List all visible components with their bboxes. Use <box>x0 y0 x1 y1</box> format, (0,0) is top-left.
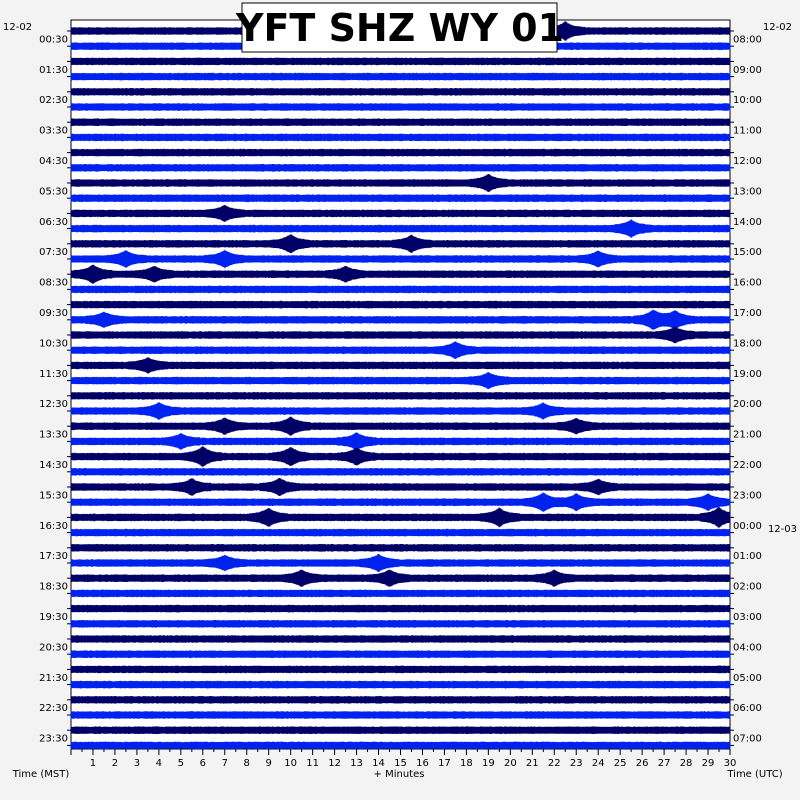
x-tick-label: 1 <box>89 758 97 769</box>
x-tick-label: 3 <box>133 758 141 769</box>
right-time-label: 18:00 <box>733 338 762 350</box>
x-tick-label: 13 <box>350 758 363 769</box>
left-time-label: 08:30 <box>39 277 68 289</box>
trace-line <box>71 392 730 400</box>
x-tick-label: 7 <box>221 758 228 769</box>
trace-line <box>71 194 730 202</box>
trace-line <box>71 88 730 96</box>
left-time-label: 10:30 <box>39 338 68 350</box>
right-time-label: 10:00 <box>733 95 762 107</box>
right-date-label: 12-02 <box>762 22 792 33</box>
x-tick-label: 24 <box>591 758 605 769</box>
trace-line <box>71 696 730 704</box>
trace-line <box>71 58 730 66</box>
x-tick-label: 29 <box>701 758 715 769</box>
x-tick-label: 16 <box>416 758 429 769</box>
trace-line <box>71 681 730 689</box>
left-time-label: 07:30 <box>39 247 68 259</box>
trace-line <box>71 605 730 613</box>
trace-line <box>71 590 730 598</box>
right-time-label: 16:00 <box>733 277 762 289</box>
left-time-label: 05:30 <box>39 186 68 198</box>
right-time-label: 19:00 <box>733 368 762 380</box>
right-time-label: 11:00 <box>733 125 762 137</box>
trace-line <box>71 650 730 658</box>
right-time-label: 20:00 <box>733 399 762 411</box>
x-tick-label: 27 <box>657 758 671 769</box>
left-time-label: 00:30 <box>39 34 68 46</box>
trace-line <box>71 544 730 552</box>
trace-line <box>71 666 730 674</box>
right-time-label: 01:00 <box>733 551 762 563</box>
right-time-label: 05:00 <box>733 672 762 684</box>
trace-line <box>71 742 730 750</box>
right-time-label: 14:00 <box>733 216 762 228</box>
trace-line <box>71 635 730 643</box>
left-time-label: 02:30 <box>39 95 68 107</box>
right-time-label: 03:00 <box>733 612 762 623</box>
left-date-label: 12-02 <box>3 22 33 33</box>
left-time-label: 09:30 <box>39 308 68 319</box>
right-time-label: 17:00 <box>733 308 762 319</box>
x-tick-label: 26 <box>635 758 649 769</box>
right-time-label: 15:00 <box>733 247 762 259</box>
x-tick-label: 14 <box>372 758 385 769</box>
trace-line <box>71 134 730 142</box>
x-tick-label: 11 <box>306 758 320 769</box>
trace-line <box>71 620 730 628</box>
trace-line <box>71 164 730 172</box>
left-time-label: 21:30 <box>39 672 68 684</box>
x-tick-label: 22 <box>547 758 561 769</box>
x-tick-label: 6 <box>199 758 206 769</box>
x-tick-label: 2 <box>111 758 119 769</box>
x-tick-label: 5 <box>177 758 185 769</box>
trace-line <box>71 73 730 81</box>
left-time-label: 14:30 <box>39 460 68 471</box>
left-time-label: 23:30 <box>39 733 68 745</box>
left-time-label: 19:30 <box>39 612 68 623</box>
x-axis-label: + Minutes <box>373 769 425 780</box>
left-time-label: 22:30 <box>39 703 68 715</box>
left-time-label: 13:30 <box>39 429 68 441</box>
left-time-label: 06:30 <box>39 216 68 228</box>
x-tick-label: 17 <box>438 758 451 769</box>
trace-line <box>71 118 730 126</box>
left-time-label: 01:30 <box>39 64 68 76</box>
trace-line <box>71 711 730 719</box>
chart-title: YFT SHZ WY 01 <box>235 6 565 50</box>
left-time-label: 11:30 <box>39 368 68 380</box>
right-time-label: 04:00 <box>733 642 762 654</box>
left-time-label: 15:30 <box>39 490 68 502</box>
right-time-label: 09:00 <box>733 64 762 76</box>
right-time-label: 22:00 <box>733 460 762 471</box>
right-time-label: 08:00 <box>733 34 762 46</box>
trace-line <box>71 301 730 309</box>
x-tick-label: 10 <box>284 758 298 769</box>
left-time-label: 17:30 <box>39 551 68 563</box>
x-tick-label: 30 <box>723 758 737 769</box>
left-time-label: 04:30 <box>39 156 68 167</box>
x-tick-label: 19 <box>481 758 495 769</box>
x-tick-label: 20 <box>503 758 517 769</box>
y-axis-label-right: Time (UTC) <box>727 769 783 780</box>
x-tick-label: 15 <box>394 758 407 769</box>
left-time-label: 20:30 <box>39 642 68 654</box>
right-time-label: 07:00 <box>733 733 762 745</box>
trace-line <box>71 726 730 734</box>
right-time-label: 23:00 <box>733 490 762 502</box>
right-time-label: 21:00 <box>733 429 762 441</box>
x-tick-label: 21 <box>525 758 539 769</box>
right-time-label: 13:00 <box>733 186 762 198</box>
trace-line <box>71 468 730 476</box>
right-time-label: 06:00 <box>733 703 762 715</box>
x-tick-label: 18 <box>460 758 473 769</box>
trace-line <box>71 286 730 294</box>
right-time-label: 00:00 <box>733 520 762 532</box>
left-time-label: 03:30 <box>39 125 68 137</box>
left-time-label: 12:30 <box>39 399 68 411</box>
x-tick-label: 12 <box>328 758 341 769</box>
x-tick-label: 28 <box>679 758 693 769</box>
right-date-change-label: 12-03 <box>767 524 797 535</box>
x-tick-label: 23 <box>569 758 583 769</box>
y-axis-label-left: Time (MST) <box>12 769 70 780</box>
left-time-label: 18:30 <box>39 581 68 593</box>
trace-line <box>71 149 730 157</box>
left-time-label: 16:30 <box>39 520 68 532</box>
x-tick-label: 25 <box>613 758 627 769</box>
x-tick-label: 9 <box>265 758 272 769</box>
x-tick-label: 4 <box>155 758 163 769</box>
trace-line <box>71 103 730 111</box>
trace-line <box>71 529 730 537</box>
x-tick-label: 8 <box>243 758 250 769</box>
right-time-label: 02:00 <box>733 581 762 593</box>
right-time-label: 12:00 <box>733 156 762 167</box>
